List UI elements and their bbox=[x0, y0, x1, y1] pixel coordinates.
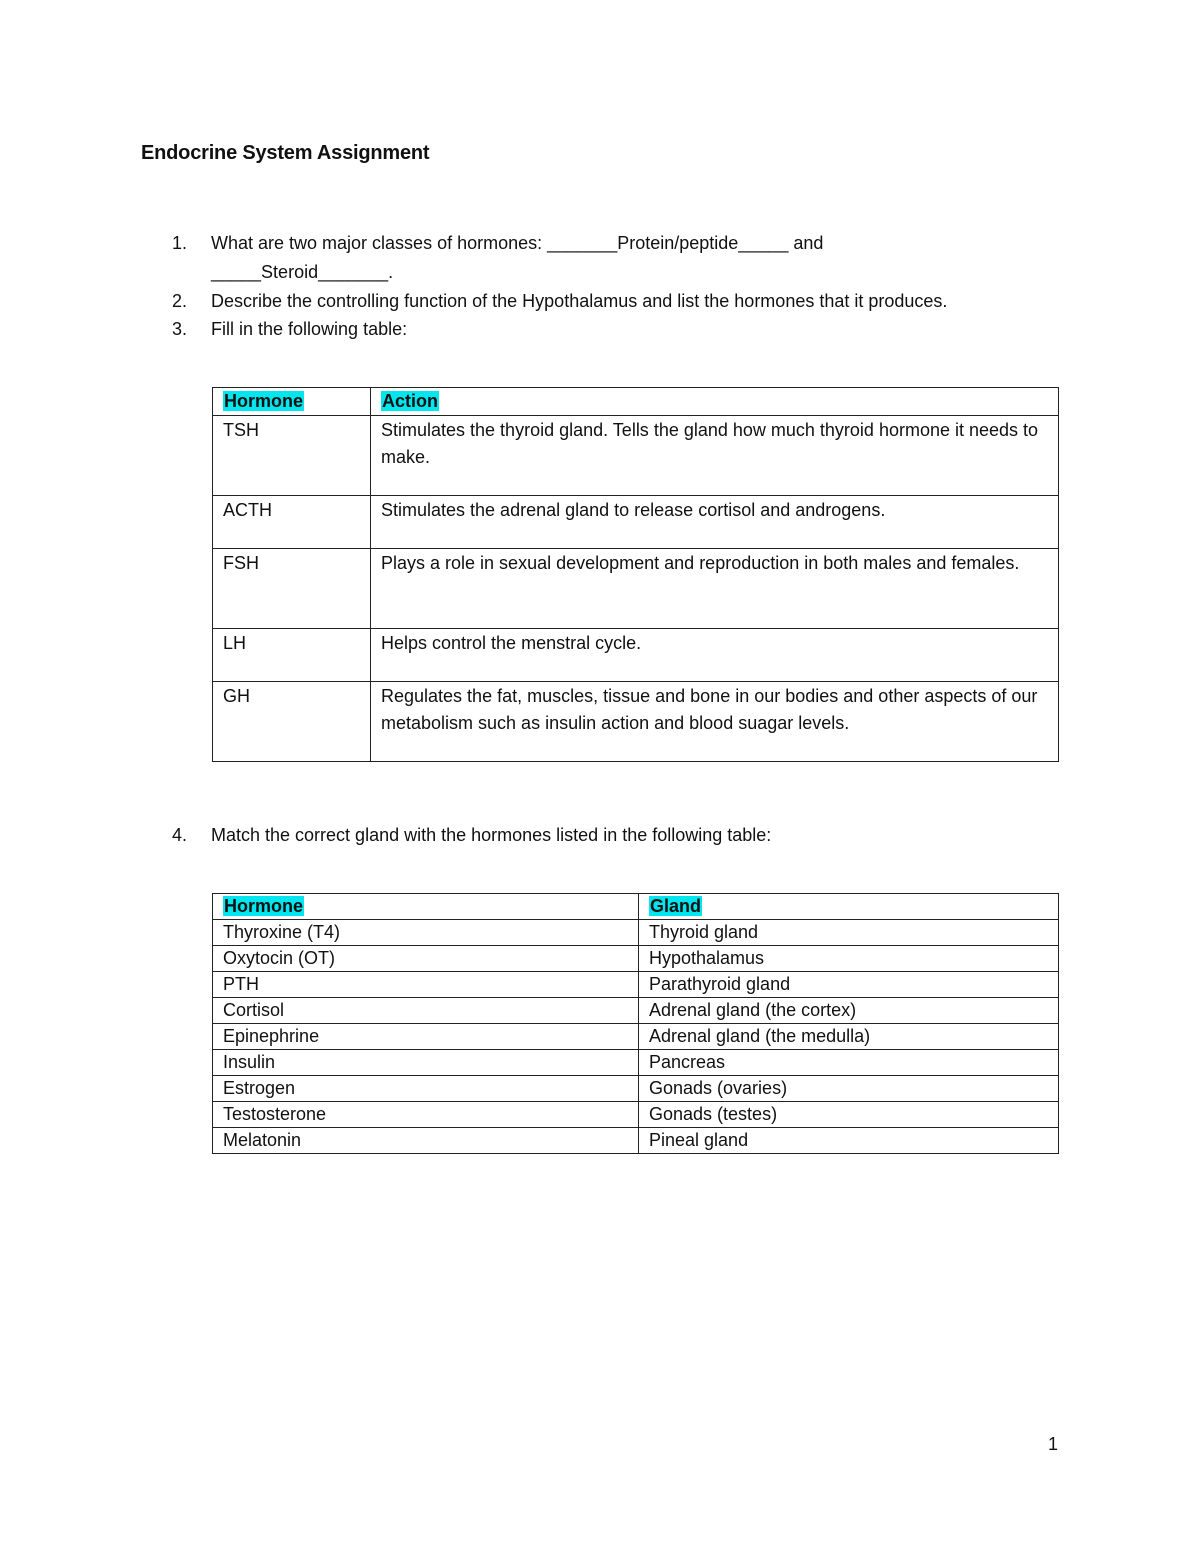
table-row bbox=[213, 946, 1059, 972]
table-row bbox=[213, 416, 1059, 496]
table-row bbox=[213, 972, 1059, 998]
gland-cell: Gonads (testes) bbox=[639, 1102, 1059, 1128]
hormone-action-table bbox=[212, 387, 1059, 762]
table-row bbox=[213, 1024, 1059, 1050]
header-hormone: Hormone bbox=[224, 896, 304, 916]
table-row bbox=[213, 629, 1059, 682]
header-cell bbox=[371, 388, 1059, 416]
table-row bbox=[213, 920, 1059, 946]
page-title: Endocrine System Assignment bbox=[141, 142, 430, 164]
gland-cell: Thyroid gland bbox=[639, 920, 1059, 946]
table-row bbox=[213, 1050, 1059, 1076]
header-gland: Gland bbox=[650, 896, 702, 916]
table-header-row bbox=[213, 388, 1059, 416]
header-cell bbox=[213, 894, 639, 920]
hormone-cell: LH bbox=[213, 629, 371, 682]
hormone-cell: Cortisol bbox=[213, 998, 639, 1024]
gland-cell: Pineal gland bbox=[639, 1128, 1059, 1154]
hormone-cell: TSH bbox=[213, 416, 371, 496]
hormone-cell: ACTH bbox=[213, 496, 371, 549]
hormone-gland-table bbox=[212, 893, 1059, 1154]
hormone-cell: Estrogen bbox=[213, 1076, 639, 1102]
question-text-line2: _____Steroid_______. bbox=[211, 262, 394, 282]
table-row bbox=[213, 549, 1059, 629]
hormone-cell: Oxytocin (OT) bbox=[213, 946, 639, 972]
hormone-cell: Thyroxine (T4) bbox=[213, 920, 639, 946]
page-number: 1 bbox=[1048, 1434, 1059, 1454]
hormone-cell: PTH bbox=[213, 972, 639, 998]
hormone-cell: Testosterone bbox=[213, 1102, 639, 1128]
hormone-cell: Epinephrine bbox=[213, 1024, 639, 1050]
gland-cell: Adrenal gland (the medulla) bbox=[639, 1024, 1059, 1050]
question-text: Fill in the following table: bbox=[211, 319, 408, 339]
question-number: 3. bbox=[172, 319, 188, 339]
table-row bbox=[213, 998, 1059, 1024]
header-action: Action bbox=[382, 391, 438, 411]
question-number: 2. bbox=[172, 291, 188, 311]
action-cell: Plays a role in sexual development and reproduction in both males and females. bbox=[371, 549, 1059, 629]
hormone-cell: Melatonin bbox=[213, 1128, 639, 1154]
table-row bbox=[213, 496, 1059, 549]
question-text: Match the correct gland with the hormones listed in the following table: bbox=[211, 825, 772, 845]
table-row bbox=[213, 682, 1059, 762]
header-cell bbox=[639, 894, 1059, 920]
header-cell bbox=[213, 388, 371, 416]
action-cell: Stimulates the thyroid gland. Tells the gland how much thyroid hormone it needs to make. bbox=[371, 416, 1059, 496]
question-text: What are two major classes of hormones: _______Protein/peptide_____ and bbox=[211, 233, 824, 253]
action-cell: Regulates the fat, muscles, tissue and bone in our bodies and other aspects of our metabolism such as insulin action and blood suagar levels. bbox=[371, 682, 1059, 762]
table-row bbox=[213, 1128, 1059, 1154]
hormone-cell: GH bbox=[213, 682, 371, 762]
gland-cell: Hypothalamus bbox=[639, 946, 1059, 972]
question-text: Describe the controlling function of the Hypothalamus and list the hormones that it produces. bbox=[211, 291, 948, 311]
hormone-cell: FSH bbox=[213, 549, 371, 629]
gland-cell: Pancreas bbox=[639, 1050, 1059, 1076]
gland-cell: Adrenal gland (the cortex) bbox=[639, 998, 1059, 1024]
table-row bbox=[213, 1076, 1059, 1102]
header-hormone: Hormone bbox=[224, 391, 304, 411]
hormone-cell: Insulin bbox=[213, 1050, 639, 1076]
action-cell: Stimulates the adrenal gland to release cortisol and androgens. bbox=[371, 496, 1059, 549]
action-cell: Helps control the menstral cycle. bbox=[371, 629, 1059, 682]
question-number: 1. bbox=[172, 233, 188, 253]
gland-cell: Gonads (ovaries) bbox=[639, 1076, 1059, 1102]
table-row bbox=[213, 1102, 1059, 1128]
question-number: 4. bbox=[172, 825, 188, 845]
gland-cell: Parathyroid gland bbox=[639, 972, 1059, 998]
table-header-row bbox=[213, 894, 1059, 920]
